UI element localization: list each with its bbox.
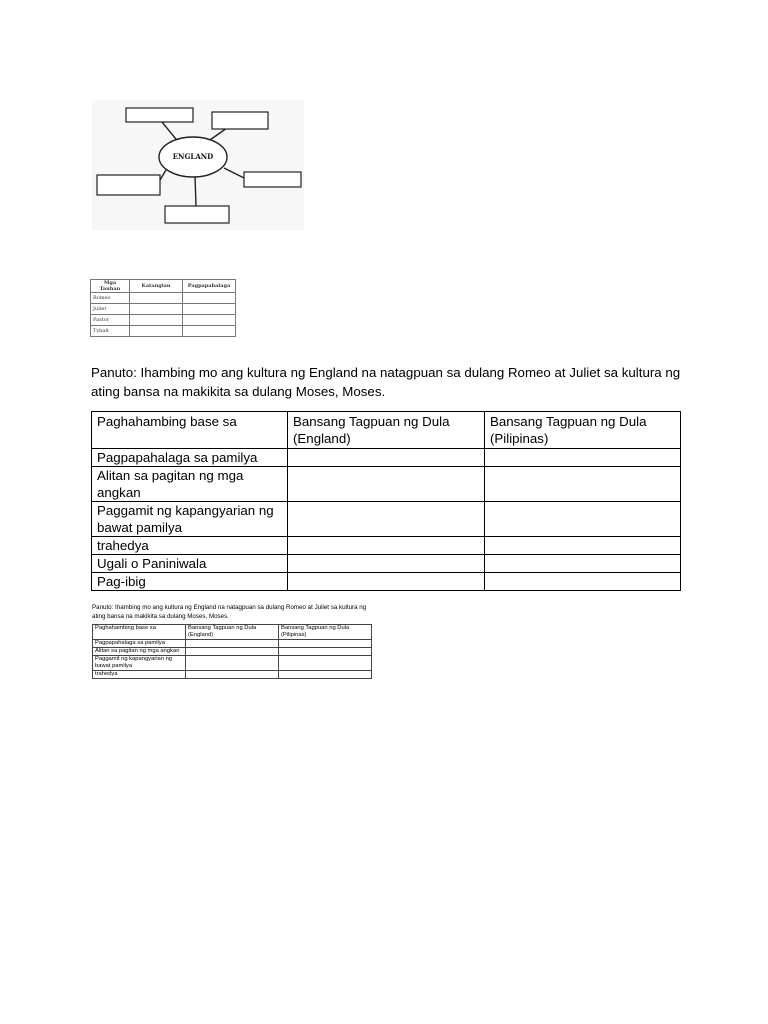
mini-table-cell: Pastor [91, 315, 130, 326]
table-cell-empty[interactable] [288, 502, 485, 537]
table-cell-empty[interactable] [288, 449, 485, 467]
mini-table-header: Pagpapahalaga [183, 280, 236, 293]
comparison-table [91, 411, 681, 591]
mini-table-cell: Juliet [91, 304, 130, 315]
web-box-right [244, 172, 301, 187]
screenshot-row-label: trahedya [93, 671, 186, 679]
concept-web-drawing [92, 100, 304, 230]
table-row-label: Paggamit ng kapangyarian ng bawat pamilya [92, 502, 288, 537]
screenshot-row-label: Pagpapahalaga sa pamilya [93, 640, 186, 648]
mini-table-cell: Romeo [91, 293, 130, 304]
table-cell-empty[interactable] [485, 467, 681, 502]
screenshot-header: Bansang Tagpuan ng Dula (Pilipinas) [279, 625, 372, 640]
table-row-label: Ugali o Paniniwala [92, 555, 288, 573]
table-row-label: Alitan sa pagitan ng mga angkan [92, 467, 288, 502]
table-header: Bansang Tagpuan ng Dula (Pilipinas) [485, 412, 681, 449]
screenshot-row-label: Alitan sa pagitan ng mga angkan [93, 648, 186, 656]
table-header: Paghahambing base sa [92, 412, 288, 449]
mini-table [90, 279, 236, 337]
web-box-top-left [126, 108, 193, 122]
table-cell-empty[interactable] [288, 555, 485, 573]
instruction-text: Panuto: Ihambing mo ang kultura ng England na natagpuan sa dulang Romeo at Juliet sa kultura ng ating bansa na makikita sa dulang Moses, Moses. [91, 365, 681, 399]
web-box-left [97, 175, 160, 195]
mini-table-header: Katangian [130, 280, 183, 293]
england-concept-web [92, 100, 304, 230]
screenshot-row-label: Paggamit ng kapangyarian ng bawat pamilya [93, 656, 186, 671]
web-box-top-right [212, 112, 268, 129]
table-cell-empty[interactable] [485, 555, 681, 573]
table-cell-empty[interactable] [485, 573, 681, 591]
web-center-label: ENGLAND [172, 152, 214, 161]
table-row-label: Pag-ibig [92, 573, 288, 591]
mini-table-cell: Tybalt [91, 326, 130, 337]
table-cell-empty[interactable] [485, 537, 681, 555]
table-cell-empty[interactable] [288, 573, 485, 591]
web-box-bottom [165, 206, 229, 223]
table-cell-empty[interactable] [485, 449, 681, 467]
screenshot-header: Bansang Tagpuan ng Dula (England) [186, 625, 279, 640]
screenshot-instruction: Panuto: Ihambing mo ang kultura ng England na natagpuan sa dulang Romeo at Juliet sa kultura ng ating bansa na makikita sa dulang Moses, Moses. [92, 604, 367, 620]
comparison-table-grid [91, 411, 681, 591]
screenshot-header: Paghahambing base sa [93, 625, 186, 640]
table-cell-empty[interactable] [485, 502, 681, 537]
mini-character-table [90, 279, 238, 345]
table-row-label: Pagpapahalaga sa pamilya [92, 449, 288, 467]
table-row-label: trahedya [92, 537, 288, 555]
mini-table-header: Mga Tauhan [91, 280, 130, 293]
table-cell-empty[interactable] [288, 537, 485, 555]
screenshot-table [92, 624, 372, 679]
table-header: Bansang Tagpuan ng Dula (England) [288, 412, 485, 449]
embedded-screenshot [92, 603, 372, 679]
table-cell-empty[interactable] [288, 467, 485, 502]
